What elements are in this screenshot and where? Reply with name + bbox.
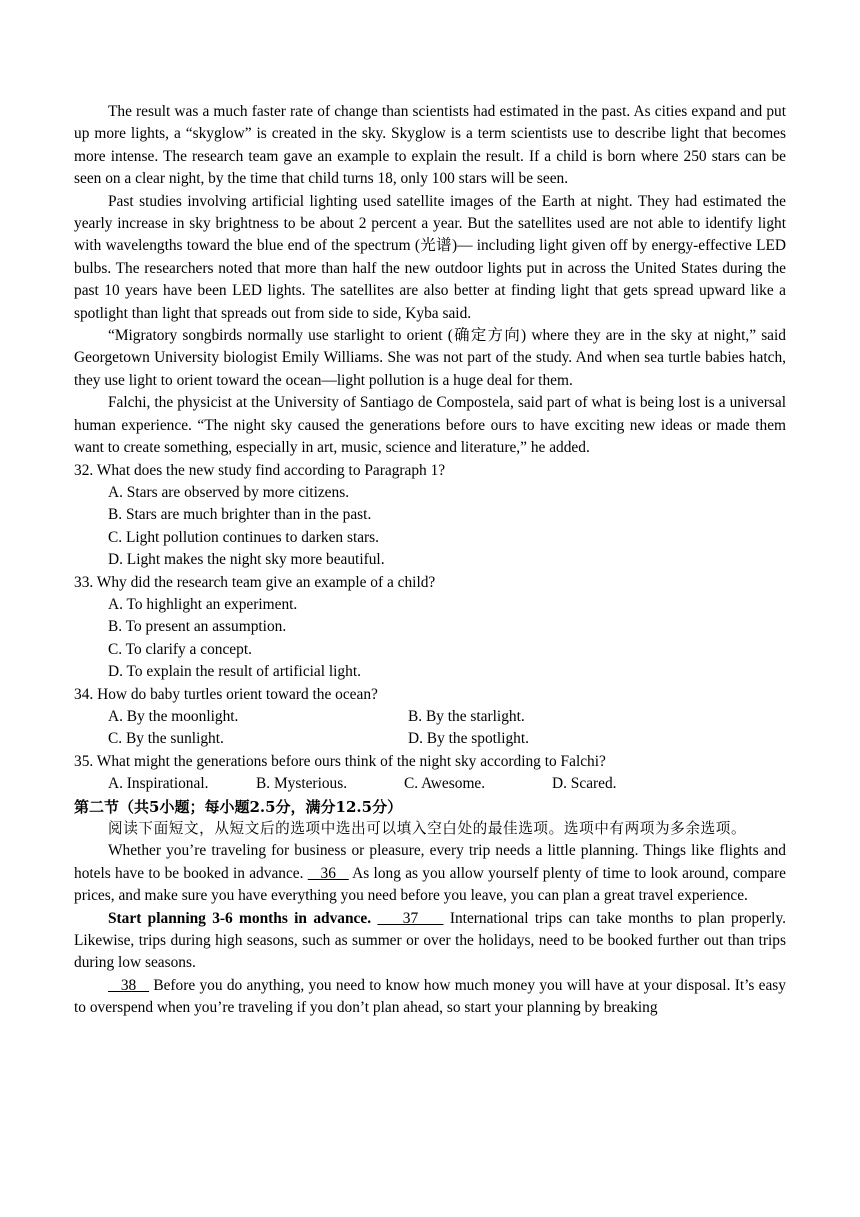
option-d: D. Scared. xyxy=(552,775,617,793)
options-row-1 xyxy=(108,706,786,728)
passage2-paragraph-2 xyxy=(74,908,786,975)
option-b: B. Mysterious. xyxy=(256,775,348,793)
question-34 xyxy=(74,684,786,751)
question-stem: 33. Why did the research team give an example of a child? xyxy=(74,573,436,591)
blank-37: 37 xyxy=(377,909,444,927)
passage2-paragraph-3 xyxy=(74,975,786,1020)
option-c: C. Light pollution continues to darken stars. xyxy=(108,528,380,546)
section-instruction: 阅读下面短文，从短文后的选项中选出可以填入空白处的最佳选项。选项中有两项为多余选项。 xyxy=(108,820,747,837)
question-35 xyxy=(74,751,786,796)
option-b: B. Stars are much brighter than in the past. xyxy=(108,506,372,524)
option-b: B. By the starlight. xyxy=(408,707,525,725)
option-b: B. To present an assumption. xyxy=(108,618,287,636)
option-a: A. Stars are observed by more citizens. xyxy=(108,483,350,501)
option-d: D. By the spotlight. xyxy=(408,730,529,748)
passage2-text: As long as you allow yourself plenty of time to look around, compare prices, and make sure you have everything you need before you leave, you can plan a great travel experience. xyxy=(74,864,786,905)
exam-page xyxy=(74,101,786,1020)
option-a: A. By the moonlight. xyxy=(108,707,239,725)
blank-36: 36 xyxy=(307,864,349,882)
option-a: A. Inspirational. xyxy=(108,775,209,793)
passage-paragraph-2: Past studies involving artificial lighting used satellite images of the Earth at night. They had estimated the yearly increase in sky brightness to be about 2 percent a year. But the satellites used are not able to identify light with wavelengths toward the blue end of the spectrum (光谱)— including light given off by energy-effective LED bulbs. The researchers noted that more than half the new outdoor lights put in across the United States during the past 10 years have been LED lights. The satellites are also better at finding light that gets spread upward like a spotlight than light that spreads out from side to side, Kyba said. xyxy=(74,192,786,322)
passage-paragraph-1: The result was a much faster rate of change than scientists had estimated in the past. As cities expand and put up more lights, a “skyglow” is created in the sky. Skyglow is a term scientists use to describe light that becomes more intense. The research team gave an example to explain the result. If a child is born where 250 stars can be seen on a clear night, by the time that child turns 18, only 100 stars will be seen. xyxy=(74,103,786,188)
option-d: D. Light makes the night sky more beautiful. xyxy=(108,551,385,569)
bold-heading: Start planning 3-6 months in advance. xyxy=(108,909,372,927)
question-32 xyxy=(74,460,786,572)
passage-paragraph-4: Falchi, the physicist at the University of Santiago de Compostela, said part of what is being lost is a universal human experience. “The night sky caused the generations before ours to have exciting new ideas or made them want to create something, especially in art, music, science and literature,” he added. xyxy=(74,394,786,457)
option-c: C. By the sunlight. xyxy=(108,730,224,748)
question-stem: 34. How do baby turtles orient toward the ocean? xyxy=(74,685,378,703)
question-stem: 32. What does the new study find according to Paragraph 1? xyxy=(74,461,446,479)
passage2-text: Whether you’re traveling for business or pleasure, every trip needs a little planning. Things like flights and hotels have to be booked in advance. xyxy=(74,842,786,882)
options-row-2 xyxy=(108,728,786,750)
passage2-text: Before you do anything, you need to know how much money you will have at your disposal. It’s easy to overspend when you’re traveling if you don’t plan ahead, so start your planning by breaking xyxy=(74,976,786,1017)
question-stem: 35. What might the generations before ours think of the night sky according to Falchi? xyxy=(74,752,606,770)
passage-paragraph-3: “Migratory songbirds normally use starlight to orient (确定方向) where they are in the sky at night,” said Georgetown University biologist Emily Williams. She was not part of the study. And when sea turtle babies hatch, they use light to orient toward the ocean—light pollution is a huge deal for them. xyxy=(74,327,786,389)
options-row xyxy=(108,773,786,795)
passage2-paragraph-1 xyxy=(74,840,786,907)
question-33 xyxy=(74,572,786,684)
option-a: A. To highlight an experiment. xyxy=(108,595,298,613)
option-d: D. To explain the result of artificial light. xyxy=(108,663,361,681)
section-heading: 第二节（共5小题；每小题2.5分，满分12.5分） xyxy=(74,797,403,816)
option-c: C. Awesome. xyxy=(404,775,486,793)
blank-38: 38 xyxy=(108,976,150,994)
passage2-text: International trips can take months to plan properly. Likewise, trips during high seasons, such as summer or over the holidays, need to be booked further out than trips during low seasons. xyxy=(74,909,787,972)
option-c: C. To clarify a concept. xyxy=(108,640,252,658)
